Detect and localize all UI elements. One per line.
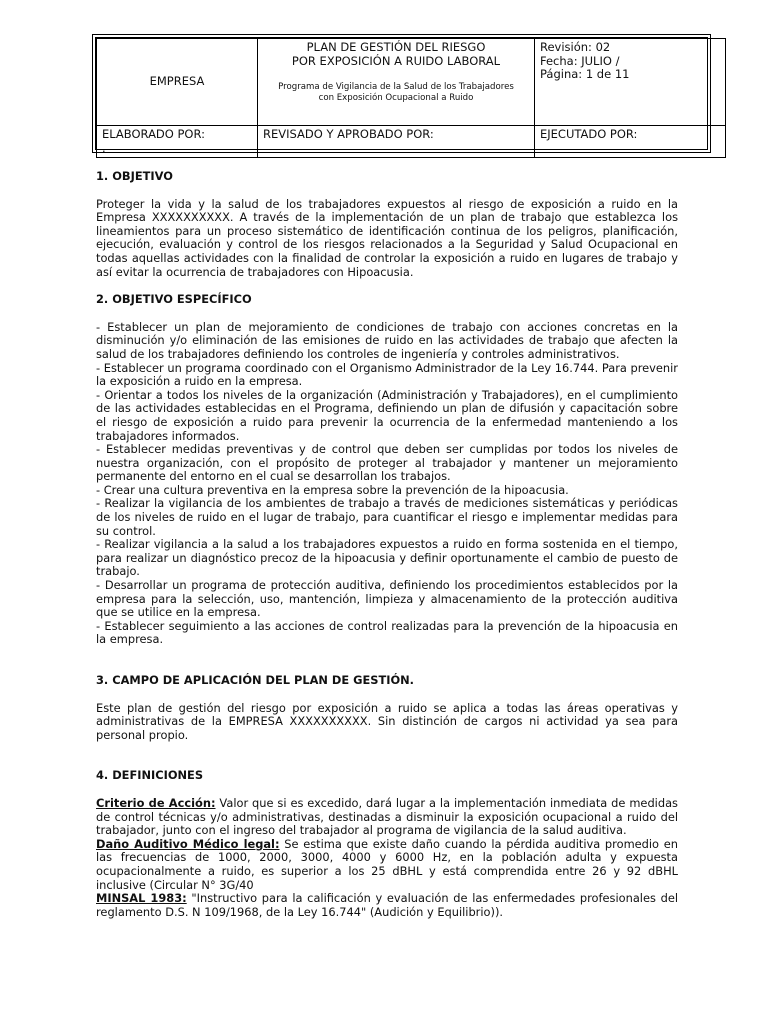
document-body	[96, 170, 678, 919]
revision-cell	[535, 39, 726, 126]
reviewed-by-cell	[258, 126, 535, 158]
program-subtitle-line1: Programa de Vigilancia de la Salud de los Trabajadores	[278, 82, 514, 92]
plan-title-line2: POR EXPOSICIÓN A RUIDO LABORAL	[291, 53, 501, 68]
definition-term: MINSAL 1983:	[96, 891, 187, 906]
prepared-by-cell	[97, 126, 258, 158]
company-name: EMPRESA	[149, 74, 205, 89]
page-number: Página: 1 de 11	[540, 67, 630, 81]
objective-item: - Establecer un programa coordinado con el Organismo Administrador de la Ley 16.744. Para prevenir la exposición a ruido en la empresa.	[96, 360, 678, 389]
definition-item	[96, 892, 678, 919]
section-2-heading: 2. OBJETIVO ESPECÍFICO	[96, 292, 252, 307]
definition-text: Se estima que existe daño cuando la pérdida auditiva promedio en las frecuencias de 1000, 2000, 3000, 4000 y 6000 Hz, en la población adulta y expuesta ocupacionalmente a ruido, es superior a los 25 dBHL y está comprendida entre 26 y 92 dBHL inclusive (Circular N° 3G/40	[96, 836, 678, 892]
definition-term: Criterio de Acción:	[96, 795, 216, 810]
definition-item	[96, 838, 678, 892]
definition-text: Valor que si es excedido, dará lugar a la implementación inmediata de medidas de control técnicas y/o administrativas, destinadas a disminuir la exposición ocupacional a ruido del trabajador, junto con el ingreso del trabajador al programa de vigilancia de la salud auditiva.	[96, 795, 678, 838]
definition-text: "Instructivo para la calificación y evaluación de las enfermedades profesionales del reglamento D.S. N 109/1968, de la Ley 16.744" (Audición y Equilibrio)).	[96, 891, 679, 919]
objective-item: - Orientar a todos los niveles de la organización (Administración y Trabajadores), en el cumplimiento de las actividades establecidas en el Programa, definiendo un plan de difusión y capacitación sobre el riesgo de exposición a ruido para prevenir la ocurrencia de la enfermedad manteniendo a los trabajadores informados.	[96, 387, 678, 443]
executed-by-label: EJECUTADO POR:	[540, 127, 638, 141]
definition-item	[96, 797, 678, 838]
objective-item: - Realizar la vigilancia de los ambientes de trabajo a través de mediciones sistemáticas y periódicas de los niveles de ruido en el lugar de trabajo, para cuantificar el riesgo e implementar medidas para su control.	[96, 496, 678, 538]
revision-number: Revisión: 02	[540, 40, 611, 54]
prepared-by-label: ELABORADO POR:	[102, 127, 205, 141]
executed-by-cell	[535, 126, 726, 158]
section-1-text: Proteger la vida y la salud de los trabajadores expuestos al riesgo de exposición a ruido en la Empresa XXXXXXXXXX. A través de la implementación de un plan de trabajo que establezca los lineamientos para un proceso sistemático de identificación continua de los peligros, planificación, ejecución, evaluación y control de los riesgos relacionados a la Seguridad y Salud Ocupacional en todas aquellas actividades con la finalidad de controlar la exposición a ruido en lugares de trabajo y así evitar la ocurrencia de trabajadores con Hipoacusia.	[96, 196, 678, 279]
section-4-heading: 4. DEFINICIONES	[96, 768, 204, 783]
objective-item: - Establecer medidas preventivas y de control que deben ser cumplidas por todos los niveles de nuestra organización, con el propósito de proteger al trabajador y mantener un mejoramiento permanente del entorno en el cual se desarrollan los trabajos.	[96, 442, 678, 484]
objective-item: - Establecer un plan de mejoramiento de condiciones de trabajo con acciones concretas en la disminución y/o eliminación de las emisiones de ruido en las actividades de trabajo que afecten la salud de los trabajadores definiendo los controles de ingeniería y controles administrativos.	[96, 319, 678, 361]
definition-term: Daño Auditivo Médico legal:	[96, 836, 280, 851]
section-3-text: Este plan de gestión del riesgo por exposición a ruido se aplica a todas las áreas operativas y administrativas de la EMPRESA XXXXXXXXXX. Sin distinción de cargos ni actividad ya sea para personal propio.	[96, 700, 678, 742]
plan-title-cell	[258, 39, 535, 126]
document-header-table	[95, 37, 708, 155]
objective-item: - Realizar vigilancia a la salud a los trabajadores expuestos a ruido en forma sostenida en el tiempo, para realizar un diagnóstico precoz de la hipoacusia y definir oportunamente el cambio de puesto de trabajo.	[96, 537, 678, 579]
program-subtitle-line2: con Exposición Ocupacional a Ruido	[318, 93, 474, 103]
section-3-heading: 3. CAMPO DE APLICACIÓN DEL PLAN DE GESTIÓN.	[96, 673, 415, 687]
objective-item: - Crear una cultura preventiva en la empresa sobre la prevención de la hipoacusia.	[96, 482, 569, 497]
reviewed-by-label: REVISADO Y APROBADO POR:	[263, 127, 434, 141]
revision-date: Fecha: JULIO /	[540, 53, 620, 68]
prepared-by-value: .	[102, 140, 106, 155]
objective-item: - Establecer seguimiento a las acciones de control realizadas para la prevención de la hipoacusia en la empresa.	[96, 618, 678, 647]
plan-title-line1: PLAN DE GESTIÓN DEL RIESGO	[306, 40, 486, 54]
objective-item: - Desarrollar un programa de protección auditiva, definiendo los procedimientos establecidos por la empresa para la selección, uso, mantención, limpieza y almacenamiento de la protección auditiva que se utilice en la empresa.	[96, 578, 678, 620]
company-cell	[97, 39, 258, 126]
section-1-heading: 1. OBJETIVO	[96, 169, 173, 183]
